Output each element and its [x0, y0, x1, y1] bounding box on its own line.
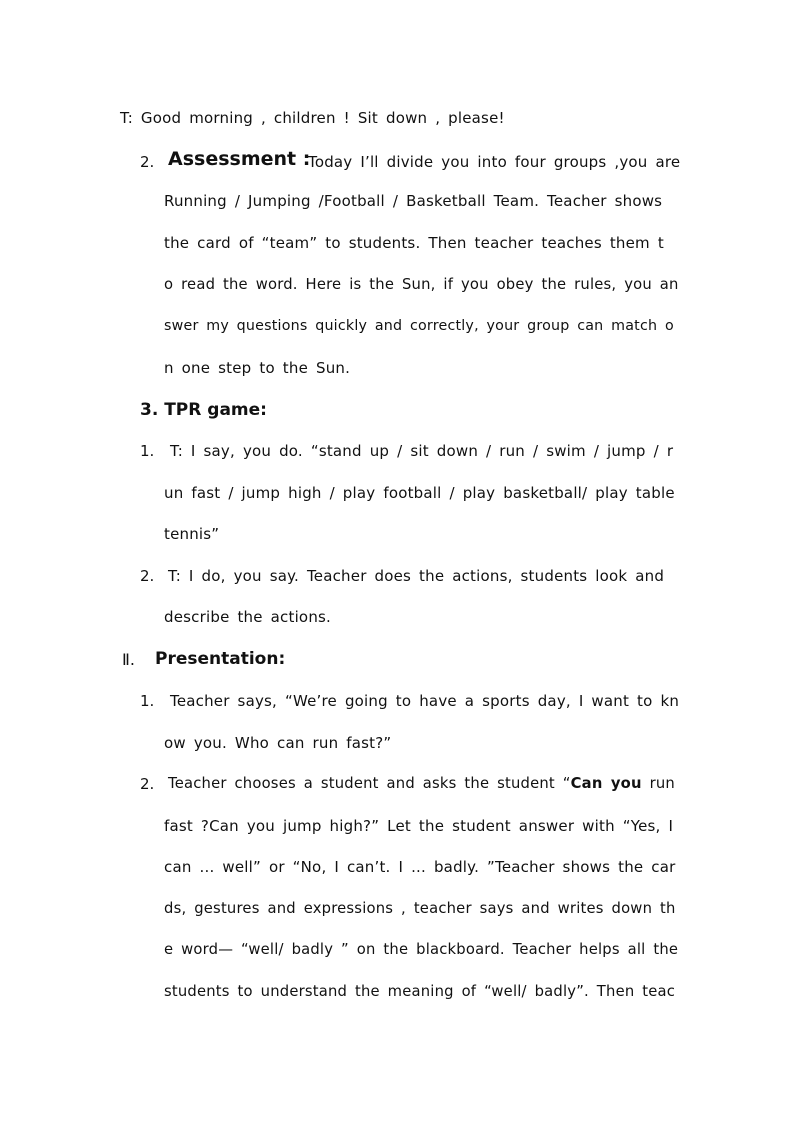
presentation-item-2-line-1-tail: run [641, 775, 675, 792]
assessment-line-6: n one step to the Sun. [164, 359, 351, 377]
presentation-item-1-number: 1. [140, 692, 155, 710]
greeting-line: T: Good morning , children ! Sit down , please! [120, 109, 505, 127]
assessment-line-3: the card of “team” to students. Then teacher teaches them t [164, 234, 664, 252]
presentation-item-1-line-1: Teacher says, “We’re going to have a sports day, I want to kn [170, 692, 680, 710]
presentation-item-2-line-1 [168, 774, 675, 794]
assessment-line-1: Today I’ll divide you into four groups ,you are [308, 153, 681, 171]
assessment-line-2: Running / Jumping /Football / Basketball Team. Teacher shows [164, 192, 663, 210]
assessment-number: 2. [140, 153, 155, 171]
presentation-item-2-bold-phrase: Can you [570, 775, 642, 792]
assessment-line-5: swer my questions quickly and correctly, your group can match o [164, 318, 674, 334]
assessment-heading: Assessment : [168, 148, 311, 170]
tpr-item-1-line-1: T: I say, you do. “stand up / sit down / run / swim / jump / r [170, 442, 674, 460]
presentation-item-1-line-2: ow you. Who can run fast?” [164, 734, 392, 752]
tpr-item-1-number: 1. [140, 442, 155, 460]
tpr-heading: 3. TPR game: [140, 400, 267, 420]
tpr-item-2-line-1: T: I do, you say. Teacher does the actions, students look and [168, 567, 665, 585]
presentation-roman-numeral: Ⅱ. [122, 650, 135, 669]
presentation-item-2-line-1-text: Teacher chooses a student and asks the student “ [168, 775, 571, 792]
presentation-item-2-number: 2. [140, 775, 155, 793]
presentation-heading: Presentation: [155, 649, 286, 669]
tpr-item-2-number: 2. [140, 567, 155, 585]
presentation-item-2-line-3: can ... well” or “No, I can’t. I ... badly. ”Teacher shows the car [164, 858, 676, 876]
presentation-item-2-line-6: students to understand the meaning of “well/ badly”. Then teac [164, 983, 676, 1000]
tpr-item-1-line-3: tennis” [164, 525, 220, 543]
assessment-line-4: o read the word. Here is the Sun, if you obey the rules, you an [164, 276, 679, 293]
presentation-item-2-line-5: e word— “well/ badly ” on the blackboard. Teacher helps all the [164, 941, 679, 958]
presentation-item-2-line-4: ds, gestures and expressions , teacher says and writes down th [164, 900, 676, 917]
presentation-item-2-line-2: fast ?Can you jump high?” Let the student answer with “Yes, I [164, 817, 674, 835]
tpr-item-1-line-2: un fast / jump high / play football / play basketball/ play table [164, 484, 675, 502]
tpr-item-2-line-2: describe the actions. [164, 608, 332, 626]
